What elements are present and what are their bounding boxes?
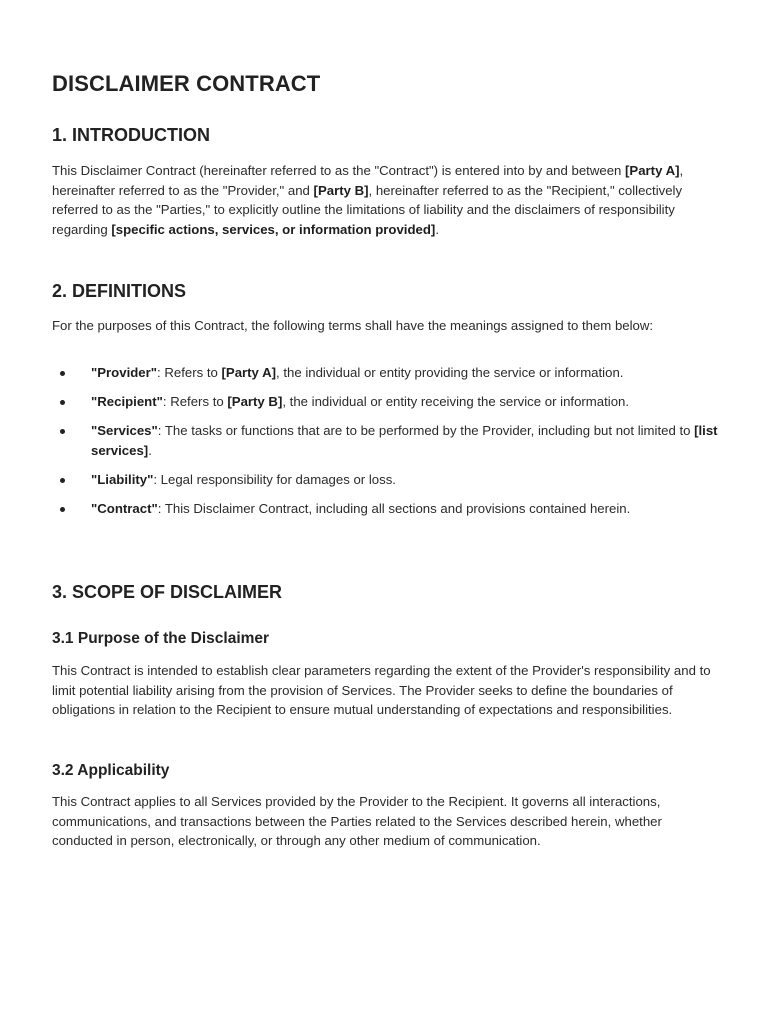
section-heading-introduction: 1. INTRODUCTION xyxy=(52,125,211,145)
list-item xyxy=(52,363,724,383)
specific-actions-placeholder: [specific actions, services, or information provided] xyxy=(111,221,436,237)
intro-text-1: This Disclaimer Contract (hereinafter referred to as the "Contract") is entered into by and between xyxy=(52,163,626,178)
definition-text: : Refers to xyxy=(162,394,228,410)
intro-text-2: , hereinafter referred to as the "Provider," and xyxy=(52,163,684,198)
party-b-placeholder: [Party B] xyxy=(313,182,369,198)
definition-term: "Services" xyxy=(91,423,158,439)
definition-text: : This Disclaimer Contract, including all sections and provisions contained herein. xyxy=(157,500,631,516)
definition-text: : Legal responsibility for damages or loss. xyxy=(153,471,396,487)
intro-text-3: , hereinafter referred to as the "Recipient," collectively referred to as the "Parties," to explicitly outline the limitations of liability and the disclaimers of responsibility regarding xyxy=(52,182,683,237)
definition-text: : Refers to xyxy=(157,365,222,380)
definition-placeholder: [list services] xyxy=(91,423,718,458)
section-heading-definitions: 2. DEFINITIONS xyxy=(52,281,187,301)
party-a-placeholder: [Party A] xyxy=(625,163,680,178)
definition-text: : The tasks or functions that are to be performed by the Provider, including but not limited to xyxy=(157,423,695,439)
section-heading-scope: 3. SCOPE OF DISCLAIMER xyxy=(52,582,283,602)
definition-term: "Recipient" xyxy=(91,394,163,410)
bullet-icon xyxy=(60,507,65,512)
intro-text-4: . xyxy=(435,221,439,237)
list-item xyxy=(52,392,724,412)
definitions-intro: For the purposes of this Contract, the following terms shall have the meanings assigned to them below: xyxy=(52,318,654,333)
subsection-heading-purpose: 3.1 Purpose of the Disclaimer xyxy=(52,630,270,647)
definition-text-end: , the individual or entity providing the service or information. xyxy=(276,365,624,380)
list-item xyxy=(52,499,724,519)
bullet-icon xyxy=(60,478,65,483)
subsection-heading-applicability: 3.2 Applicability xyxy=(52,762,170,779)
applicability-paragraph: This Contract applies to all Services provided by the Provider to the Recipient. It governs all interactions, communications, and transactions between the Parties related to the Services described herein, whether conducted in person, electronically, or through any other medium of communication. xyxy=(52,794,662,849)
definition-placeholder: [Party A] xyxy=(221,365,276,380)
introduction-paragraph xyxy=(52,161,724,239)
document-title: DISCLAIMER CONTRACT xyxy=(52,71,321,96)
bullet-icon xyxy=(60,400,65,405)
definition-term: "Provider" xyxy=(91,365,158,380)
definition-placeholder: [Party B] xyxy=(227,394,283,410)
definitions-list xyxy=(52,363,724,528)
definition-term: "Liability" xyxy=(91,471,154,487)
definition-text-end: , the individual or entity receiving the service or information. xyxy=(282,394,630,410)
definition-term: "Contract" xyxy=(91,500,158,516)
bullet-icon xyxy=(60,429,65,434)
bullet-icon xyxy=(60,371,65,376)
list-item xyxy=(52,470,724,490)
list-item xyxy=(52,421,724,460)
purpose-paragraph: This Contract is intended to establish clear parameters regarding the extent of the Provider's responsibility and to limit potential liability arising from the provision of Services. The Provider seeks to define the boundaries of obligations in relation to the Recipient to ensure mutual understanding of expectations and responsibilities. xyxy=(52,663,711,718)
definition-text-end: . xyxy=(148,442,152,458)
